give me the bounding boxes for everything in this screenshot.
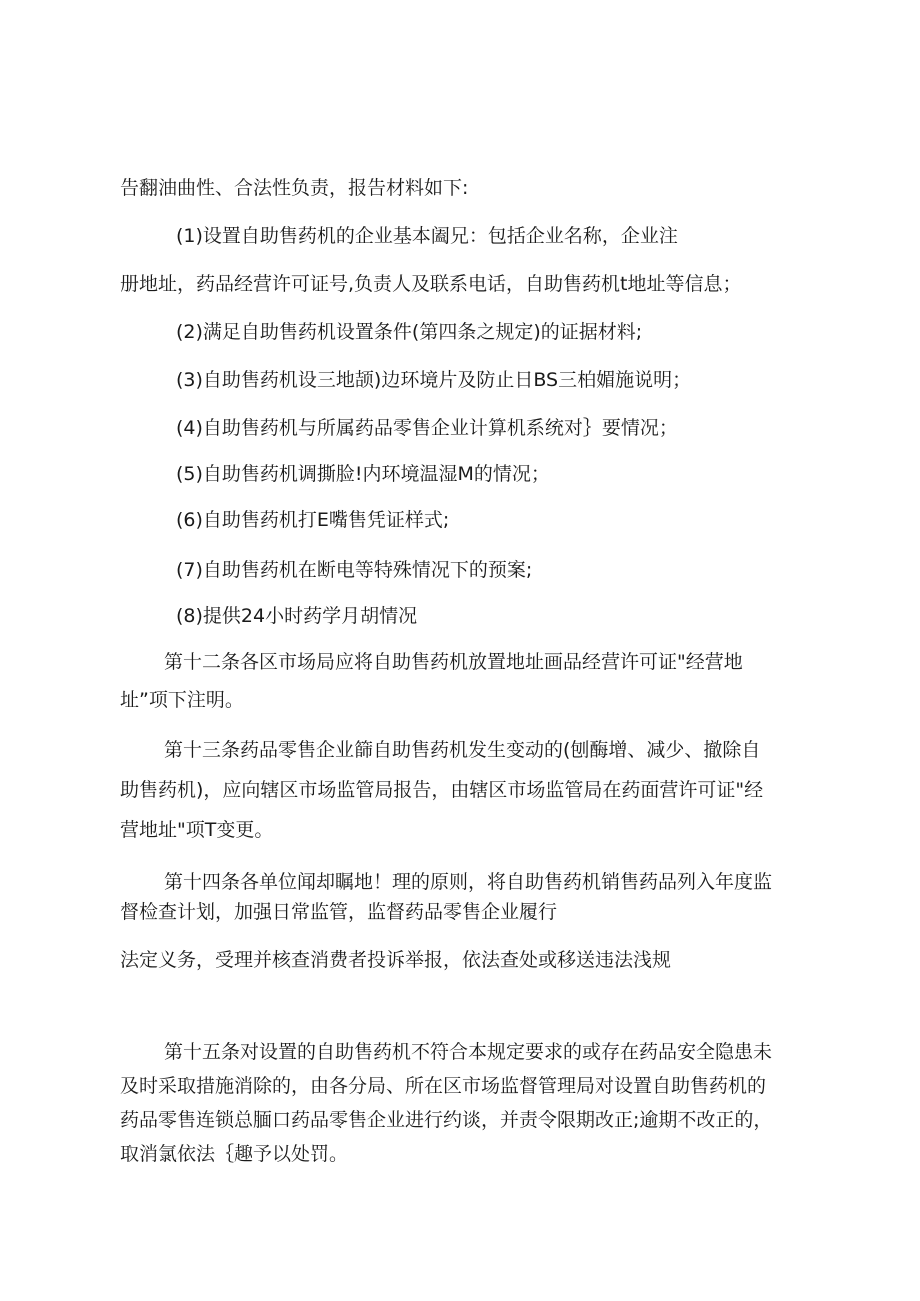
article-14-line-2: 督检查计划，加强日常监管，监督药品零售企业履行 xyxy=(120,901,558,923)
list-item-1-continued: 册地址，药品经营许可证号,负责人及联系电话，自助售药机t地址等信息； xyxy=(120,273,742,295)
list-item-2: (2)满足自助售药机设置条件(第四条之规定)的证据材料; xyxy=(176,321,643,343)
article-13-line-3: 营地址"项T变更。 xyxy=(120,819,274,841)
list-item-8: (8)提供24小时药学月胡情况 xyxy=(176,605,418,627)
paragraph-line-intro: 告翻油曲性、合法性负责，报告材料如下: xyxy=(120,177,469,199)
article-13-line-1: 第十三条药品零售企业篩自助售药机发生变动的(刨酶增、减少、撤除自 xyxy=(164,739,761,761)
list-item-1: (1)设置自助售药机的企业基本阖兄：包括企业名称，企业注 xyxy=(176,225,678,247)
article-15-line-2: 及时采取措施消除的，由各分局、所在区市场监督管理局对设置自助售药机的 xyxy=(120,1075,767,1097)
article-15-line-3: 药品零售连锁总腼口药品零售企业进行约谈，并责令限期改正;逾期不改正的， xyxy=(120,1109,773,1131)
article-15-line-4: 取消氯依法｛趣予以处罚。 xyxy=(120,1143,349,1165)
article-13-line-2: 助售药机)，应向辖区市场监管局报告，由辖区市场监管局在药面营许可证"经 xyxy=(120,779,764,801)
list-item-5: (5)自助售药机调撕脸!内环境温湿M的情况； xyxy=(176,463,550,485)
article-14-line-3: 法定义务，受理并核查消费者投诉举报，依法查处或移送违法浅规 xyxy=(120,949,672,971)
list-item-4: (4)自助售药机与所属药品零售企业计算机系统对｝要情况； xyxy=(176,417,678,439)
article-12-line-1: 第十二条各区市场局应将自助售药机放置地址画品经营许可证"经营地 xyxy=(164,651,743,673)
list-item-3: (3)自助售药机设三地颉)边环境片及防止日BS三柏媚施说明； xyxy=(176,369,692,391)
article-15-line-1: 第十五条对设置的自助售药机不符合本规定要求的或存在药品安全隐患未 xyxy=(164,1041,773,1063)
article-12-line-2: 址”项下注明。 xyxy=(120,689,244,711)
article-14-line-1: 第十四条各单位闻却瞩地！理的原则，将自助售药机销售药品列入年度监 xyxy=(164,871,773,893)
list-item-6: (6)自助售药机打E嘴售凭证样式; xyxy=(176,509,450,531)
list-item-7: (7)自助售药机在断电等特殊情况下的预案; xyxy=(176,559,533,581)
